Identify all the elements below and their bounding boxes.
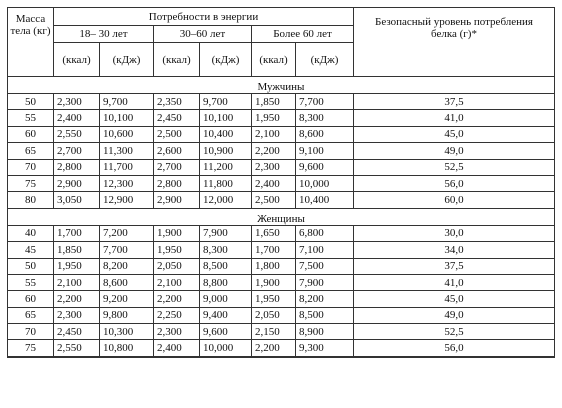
energy-cell: 2,500 xyxy=(154,126,200,142)
section-row xyxy=(8,208,555,225)
energy-cell: 11,700 xyxy=(100,159,154,175)
energy-cell: 2,250 xyxy=(154,307,200,323)
energy-cell: 10,300 xyxy=(100,324,154,340)
energy-cell: 1,650 xyxy=(252,225,296,241)
energy-cell: 9,000 xyxy=(200,291,252,307)
table-row xyxy=(8,291,555,307)
protein-cell: 41,0 xyxy=(354,274,555,290)
energy-cell: 8,300 xyxy=(296,110,354,126)
energy-cell: 11,800 xyxy=(200,175,252,191)
energy-cell: 8,900 xyxy=(296,324,354,340)
energy-cell: 9,300 xyxy=(296,340,354,357)
protein-cell: 49,0 xyxy=(354,307,555,323)
protein-cell: 37,5 xyxy=(354,94,555,110)
table-row xyxy=(8,225,555,241)
energy-cell: 9,800 xyxy=(100,307,154,323)
energy-cell: 12,000 xyxy=(200,192,252,208)
mass-cell: 40 xyxy=(8,225,54,241)
mass-cell: 50 xyxy=(8,258,54,274)
energy-cell: 7,500 xyxy=(296,258,354,274)
energy-cell: 2,550 xyxy=(54,340,100,357)
energy-cell: 11,200 xyxy=(200,159,252,175)
energy-cell: 9,600 xyxy=(296,159,354,175)
energy-cell: 9,700 xyxy=(100,94,154,110)
unit-kj: (кДж) xyxy=(200,43,252,77)
mass-cell: 65 xyxy=(8,143,54,159)
energy-cell: 7,900 xyxy=(296,274,354,290)
energy-cell: 2,800 xyxy=(154,175,200,191)
mass-cell: 70 xyxy=(8,159,54,175)
table-row xyxy=(8,324,555,340)
energy-cell: 2,300 xyxy=(252,159,296,175)
unit-kcal: (ккал) xyxy=(54,43,100,77)
energy-cell: 1,950 xyxy=(252,291,296,307)
table-row xyxy=(8,110,555,126)
energy-cell: 7,100 xyxy=(296,242,354,258)
energy-cell: 9,700 xyxy=(200,94,252,110)
table-row xyxy=(8,192,555,208)
energy-cell: 2,200 xyxy=(252,340,296,357)
energy-cell: 2,600 xyxy=(154,143,200,159)
protein-cell: 49,0 xyxy=(354,143,555,159)
table-row xyxy=(8,242,555,258)
protein-cell: 45,0 xyxy=(354,126,555,142)
unit-kj: (кДж) xyxy=(296,43,354,77)
energy-cell: 2,200 xyxy=(54,291,100,307)
energy-cell: 9,100 xyxy=(296,143,354,159)
energy-cell: 10,900 xyxy=(200,143,252,159)
energy-cell: 1,850 xyxy=(252,94,296,110)
energy-cell: 6,800 xyxy=(296,225,354,241)
protein-cell: 52,5 xyxy=(354,324,555,340)
mass-cell: 70 xyxy=(8,324,54,340)
energy-cell: 10,400 xyxy=(200,126,252,142)
energy-cell: 1,700 xyxy=(252,242,296,258)
age-group-60-plus: Более 60 лет xyxy=(252,26,354,43)
energy-cell: 1,900 xyxy=(154,225,200,241)
energy-cell: 8,300 xyxy=(200,242,252,258)
protein-cell: 52,5 xyxy=(354,159,555,175)
mass-cell: 45 xyxy=(8,242,54,258)
table-row xyxy=(8,340,555,357)
mass-cell: 75 xyxy=(8,340,54,357)
table-row xyxy=(8,126,555,142)
protein-cell: 37,5 xyxy=(354,258,555,274)
energy-cell: 2,200 xyxy=(154,291,200,307)
mass-cell: 55 xyxy=(8,110,54,126)
mass-cell: 55 xyxy=(8,274,54,290)
age-group-18-30: 18– 30 лет xyxy=(54,26,154,43)
table-row xyxy=(8,258,555,274)
table-row xyxy=(8,94,555,110)
table-row xyxy=(8,143,555,159)
energy-cell: 1,950 xyxy=(54,258,100,274)
protein-cell: 56,0 xyxy=(354,175,555,191)
energy-cell: 8,800 xyxy=(200,274,252,290)
energy-cell: 2,200 xyxy=(252,143,296,159)
energy-cell: 2,800 xyxy=(54,159,100,175)
protein-cell: 30,0 xyxy=(354,225,555,241)
energy-cell: 12,300 xyxy=(100,175,154,191)
energy-cell: 1,950 xyxy=(154,242,200,258)
energy-cell: 2,700 xyxy=(154,159,200,175)
unit-kcal: (ккал) xyxy=(252,43,296,77)
table-row xyxy=(8,274,555,290)
energy-cell: 8,600 xyxy=(296,126,354,142)
energy-cell: 8,600 xyxy=(100,274,154,290)
unit-kcal: (ккал) xyxy=(154,43,200,77)
protein-cell: 60,0 xyxy=(354,192,555,208)
energy-cell: 10,000 xyxy=(200,340,252,357)
energy-cell: 2,700 xyxy=(54,143,100,159)
energy-cell: 10,100 xyxy=(200,110,252,126)
energy-cell: 10,400 xyxy=(296,192,354,208)
energy-cell: 1,800 xyxy=(252,258,296,274)
table-row xyxy=(8,307,555,323)
age-group-30-60: 30–60 лет xyxy=(154,26,252,43)
energy-cell: 2,050 xyxy=(154,258,200,274)
section-label: Мужчины xyxy=(8,77,555,94)
energy-protein-table xyxy=(7,7,555,358)
mass-header-text: Масса тела (кг) xyxy=(10,13,51,37)
energy-cell: 2,150 xyxy=(252,324,296,340)
mass-cell: 60 xyxy=(8,291,54,307)
table-row xyxy=(8,159,555,175)
energy-cell: 10,800 xyxy=(100,340,154,357)
energy-cell: 10,600 xyxy=(100,126,154,142)
energy-cell: 9,400 xyxy=(200,307,252,323)
energy-cell: 2,350 xyxy=(154,94,200,110)
protein-cell: 41,0 xyxy=(354,110,555,126)
energy-cell: 2,450 xyxy=(54,324,100,340)
energy-cell: 8,500 xyxy=(200,258,252,274)
protein-header-text: Безопасный уровень потребления белка (г)* xyxy=(375,16,533,40)
mass-cell: 60 xyxy=(8,126,54,142)
energy-cell: 10,000 xyxy=(296,175,354,191)
unit-kj: (кДж) xyxy=(100,43,154,77)
energy-cell: 2,300 xyxy=(154,324,200,340)
energy-header: Потребности в энергии xyxy=(54,8,354,26)
energy-cell: 2,400 xyxy=(154,340,200,357)
energy-cell: 9,600 xyxy=(200,324,252,340)
energy-cell: 12,900 xyxy=(100,192,154,208)
mass-cell: 65 xyxy=(8,307,54,323)
section-label: Женщины xyxy=(8,208,555,225)
protein-cell: 45,0 xyxy=(354,291,555,307)
energy-cell: 2,400 xyxy=(252,175,296,191)
energy-cell: 9,200 xyxy=(100,291,154,307)
protein-header xyxy=(354,8,555,77)
energy-cell: 1,850 xyxy=(54,242,100,258)
energy-cell: 7,700 xyxy=(100,242,154,258)
energy-cell: 1,700 xyxy=(54,225,100,241)
energy-cell: 11,300 xyxy=(100,143,154,159)
energy-cell: 2,300 xyxy=(54,307,100,323)
energy-cell: 8,200 xyxy=(296,291,354,307)
energy-cell: 7,900 xyxy=(200,225,252,241)
table-row xyxy=(8,175,555,191)
protein-cell: 56,0 xyxy=(354,340,555,357)
energy-cell: 2,500 xyxy=(252,192,296,208)
energy-cell: 2,550 xyxy=(54,126,100,142)
energy-cell: 1,950 xyxy=(252,110,296,126)
energy-cell: 2,100 xyxy=(252,126,296,142)
energy-cell: 2,400 xyxy=(54,110,100,126)
energy-cell: 2,900 xyxy=(54,175,100,191)
mass-header xyxy=(8,8,54,77)
energy-cell: 8,200 xyxy=(100,258,154,274)
mass-cell: 75 xyxy=(8,175,54,191)
energy-cell: 2,050 xyxy=(252,307,296,323)
energy-cell: 1,900 xyxy=(252,274,296,290)
energy-cell: 7,700 xyxy=(296,94,354,110)
energy-cell: 2,450 xyxy=(154,110,200,126)
energy-cell: 3,050 xyxy=(54,192,100,208)
energy-cell: 7,200 xyxy=(100,225,154,241)
energy-cell: 2,900 xyxy=(154,192,200,208)
energy-cell: 2,100 xyxy=(154,274,200,290)
protein-cell: 34,0 xyxy=(354,242,555,258)
mass-cell: 50 xyxy=(8,94,54,110)
section-row xyxy=(8,77,555,94)
energy-cell: 2,300 xyxy=(54,94,100,110)
energy-cell: 2,100 xyxy=(54,274,100,290)
mass-cell: 80 xyxy=(8,192,54,208)
energy-cell: 8,500 xyxy=(296,307,354,323)
energy-cell: 10,100 xyxy=(100,110,154,126)
